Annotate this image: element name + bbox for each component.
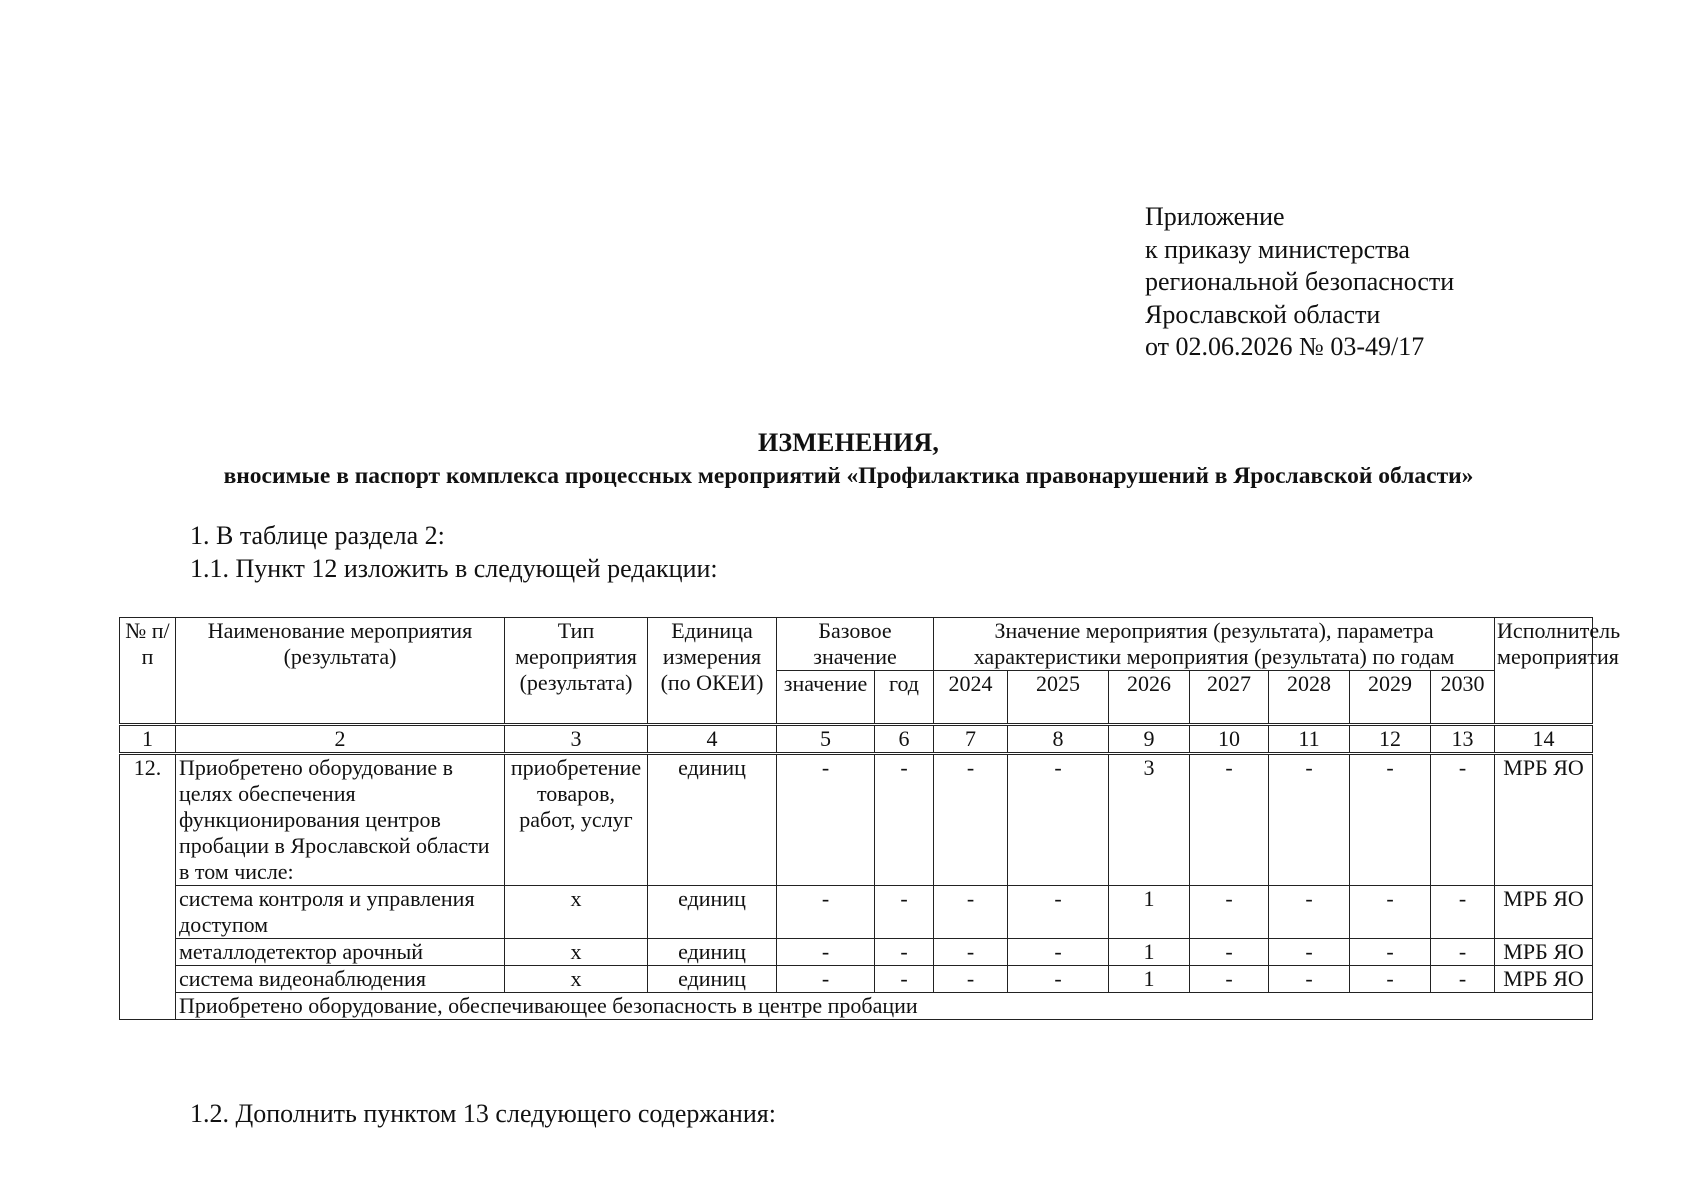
- table-row: [120, 754, 1593, 886]
- row-type: х: [505, 939, 648, 966]
- row-cell: -: [1431, 966, 1495, 993]
- row-cell: 1: [1109, 966, 1190, 993]
- row-cell: -: [934, 886, 1008, 939]
- row-unit: единиц: [648, 966, 777, 993]
- column-number: 11: [1269, 725, 1350, 754]
- table-row: [120, 886, 1593, 939]
- table-row: [120, 939, 1593, 966]
- row-executor: МРБ ЯО: [1495, 939, 1593, 966]
- row-cell: -: [1008, 966, 1109, 993]
- column-number: 13: [1431, 725, 1495, 754]
- header-base: Базовое значение: [777, 618, 934, 671]
- row-cell: -: [934, 754, 1008, 886]
- header-type: Тип мероприятия (результата): [505, 618, 648, 725]
- row-cell: -: [1008, 939, 1109, 966]
- header-unit: Единица измерения (по ОКЕИ): [648, 618, 777, 725]
- document-subtitle: вносимые в паспорт комплекса процессных мероприятий «Профилактика правонарушений в Ярославской области»: [223, 463, 1474, 489]
- appendix-line: к приказу министерства: [1145, 234, 1410, 264]
- row-cell: 3: [1109, 754, 1190, 886]
- row-cell: -: [875, 939, 934, 966]
- row-name: система видеонаблюдения: [176, 966, 505, 993]
- row-type: приобретение товаров, работ, услуг: [505, 754, 648, 886]
- row-name: металлодетектор арочный: [176, 939, 505, 966]
- measures-table: [119, 617, 1621, 1020]
- row-cell: -: [1431, 886, 1495, 939]
- row-cell: -: [934, 939, 1008, 966]
- row-executor: МРБ ЯО: [1495, 966, 1593, 993]
- appendix-line: Ярославской области: [1145, 299, 1381, 329]
- column-number: 5: [777, 725, 875, 754]
- column-number: 14: [1495, 725, 1593, 754]
- appendix-line: региональной безопасности: [1145, 267, 1455, 296]
- column-number: 1: [120, 725, 176, 754]
- row-cell: -: [1269, 886, 1350, 939]
- column-number: 3: [505, 725, 648, 754]
- header-year: 2025: [1008, 671, 1109, 725]
- header-executor: Исполнитель мероприятия: [1495, 618, 1593, 725]
- appendix-line: от 02.06.2026 № 03-49/17: [1145, 332, 1425, 361]
- header-year: 2027: [1190, 671, 1269, 725]
- column-number: 9: [1109, 725, 1190, 754]
- row-cell: -: [1269, 966, 1350, 993]
- row-cell: -: [1190, 886, 1269, 939]
- appendix-block: [1145, 201, 1454, 364]
- table-footer-row: [120, 993, 1593, 1020]
- column-number: 6: [875, 725, 934, 754]
- row-cell: -: [1431, 939, 1495, 966]
- row-cell: -: [1350, 886, 1431, 939]
- header-year: 2029: [1350, 671, 1431, 725]
- row-unit: единиц: [648, 939, 777, 966]
- row-cell: -: [875, 754, 934, 886]
- row-cell: -: [1269, 754, 1350, 886]
- row-cell: 1: [1109, 886, 1190, 939]
- row-type: х: [505, 886, 648, 939]
- row-cell: -: [1431, 754, 1495, 886]
- table-row: [120, 966, 1593, 993]
- appendix-line: Приложение: [1145, 202, 1285, 231]
- document-title: ИЗМЕНЕНИЯ,: [757, 428, 940, 457]
- row-name: система контроля и управления доступом: [176, 886, 505, 939]
- row-cell: -: [777, 886, 875, 939]
- row-cell: -: [777, 939, 875, 966]
- header-year: 2028: [1269, 671, 1350, 725]
- header-name: Наименование мероприятия (результата): [176, 618, 505, 725]
- header-year: 2026: [1109, 671, 1190, 725]
- row-cell: 1: [1109, 939, 1190, 966]
- row-cell: -: [875, 886, 934, 939]
- header-year: 2030: [1431, 671, 1495, 725]
- row-name: Приобретено оборудование в целях обеспечения функционирования центров пробации в Ярославской области в том числе:: [176, 754, 505, 886]
- header-num: № п/п: [120, 618, 176, 725]
- column-number: 12: [1350, 725, 1431, 754]
- row-cell: -: [934, 966, 1008, 993]
- column-number: 10: [1190, 725, 1269, 754]
- row-cell: -: [1350, 754, 1431, 886]
- row-type: х: [505, 966, 648, 993]
- row-cell: -: [1190, 754, 1269, 886]
- row-cell: -: [1350, 939, 1431, 966]
- row-num: 12.: [120, 754, 176, 1020]
- header-values: Значение мероприятия (результата), параметра характеристики мероприятия (результата) по годам: [934, 618, 1495, 671]
- column-number: 7: [934, 725, 1008, 754]
- paragraph-1: 1. В таблице раздела 2:: [190, 521, 445, 550]
- column-number: 4: [648, 725, 777, 754]
- header-year: 2024: [934, 671, 1008, 725]
- row-cell: -: [1269, 939, 1350, 966]
- row-cell: -: [1190, 939, 1269, 966]
- row-cell: -: [1008, 754, 1109, 886]
- row-cell: -: [875, 966, 934, 993]
- row-cell: -: [1190, 966, 1269, 993]
- paragraph-1-1: 1.1. Пункт 12 изложить в следующей редакции:: [190, 554, 718, 583]
- row-cell: -: [777, 966, 875, 993]
- row-executor: МРБ ЯО: [1495, 754, 1593, 886]
- row-executor: МРБ ЯО: [1495, 886, 1593, 939]
- column-number: 2: [176, 725, 505, 754]
- row-unit: единиц: [648, 754, 777, 886]
- table-footer: Приобретено оборудование, обеспечивающее безопасность в центре пробации: [176, 993, 1593, 1020]
- header-base-value: значение: [777, 671, 875, 725]
- column-number: 8: [1008, 725, 1109, 754]
- row-cell: -: [1008, 886, 1109, 939]
- paragraph-1-2: 1.2. Дополнить пунктом 13 следующего содержания:: [190, 1099, 776, 1128]
- column-number-row: [120, 725, 1593, 754]
- header-base-year: год: [875, 671, 934, 725]
- row-unit: единиц: [648, 886, 777, 939]
- row-cell: -: [1350, 966, 1431, 993]
- row-cell: -: [777, 754, 875, 886]
